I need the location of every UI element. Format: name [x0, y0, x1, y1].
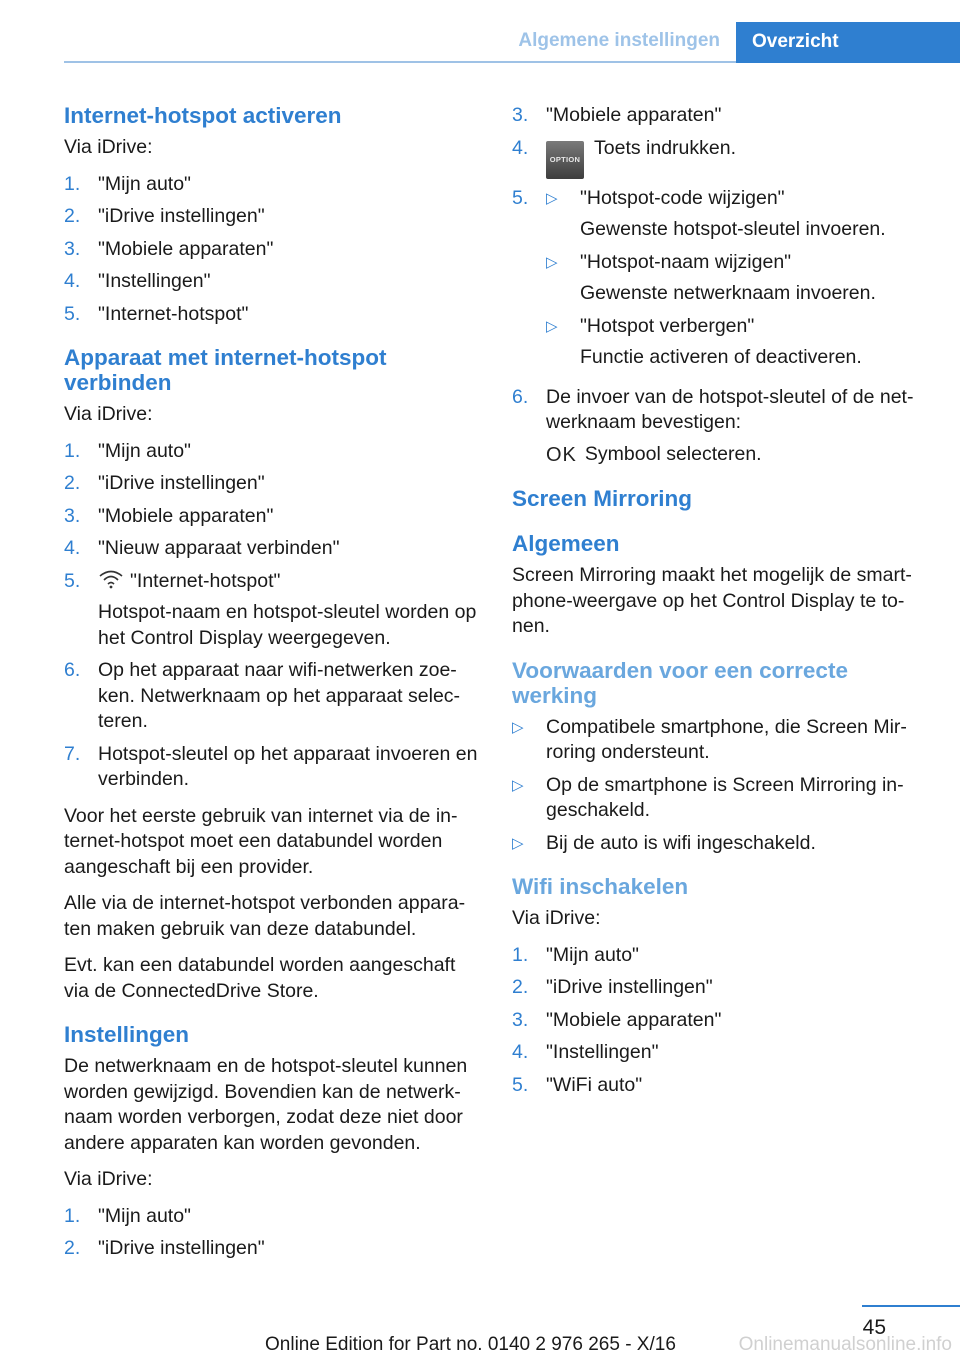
bullet-text: Bij de auto is wifi ingeschakeld. — [546, 831, 816, 854]
paragraph: Alle via de internet-hotspot verbonden appara-ten maken gebruik van deze databundel. — [64, 892, 466, 940]
section-wifi-inschakelen — [512, 874, 926, 1098]
bullet-item — [512, 773, 926, 824]
step-body — [546, 385, 926, 469]
step-text: Op het apparaat naar wifi-netwerken zoe-ken. Netwerknaam op het apparaat selec-teren. — [98, 659, 461, 732]
section-hotspot-activeren — [64, 103, 480, 327]
list-item — [64, 569, 480, 652]
step-text: "Instellingen" — [546, 1041, 659, 1063]
triangle-bullet-icon: ▷ — [512, 834, 524, 852]
step-number: 3. — [64, 504, 81, 527]
section-title: Instellingen — [64, 1022, 190, 1047]
section-title: Apparaat met internet-hotspot verbinden — [64, 345, 387, 395]
step-number: 6. — [512, 385, 529, 408]
step-text: "Mijn auto" — [98, 439, 191, 462]
section-title: Wifi inschakelen — [512, 874, 689, 899]
list-item — [64, 742, 480, 793]
list-item — [64, 269, 480, 295]
bullet-text: Op de smartphone is Screen Mirroring in-geschakeld. — [546, 773, 904, 821]
step-number: 3. — [64, 237, 81, 260]
paragraph: De netwerknaam en de hotspot-sleutel kunnen worden gewijzigd. Bovendien kan de netwerk-naam worden verborgen, zodat deze niet door andere apparaten kan worden gevonden. — [64, 1055, 468, 1154]
list-item — [512, 943, 926, 969]
step-text: "Internet-hotspot" — [98, 302, 249, 325]
step-text: "WiFi auto" — [546, 1073, 643, 1096]
step-number: 1. — [64, 172, 81, 195]
paragraph: Screen Mirroring maakt het mogelijk de smart-phone-weergave op het Control Display te to-nen. — [512, 564, 912, 637]
step-text: Hotspot-sleutel op het apparaat invoeren en verbinden. — [98, 742, 478, 790]
paragraph: Voor het eerste gebruik van internet via de in-ternet-hotspot moet een databundel worden aangeschaft bij een provider. — [64, 804, 458, 878]
bullet-list — [546, 186, 926, 371]
bullet-subtext: Gewenste hotspot-sleutel invoeren. — [580, 218, 886, 240]
step-text: "Mobiele apparaten" — [546, 1008, 722, 1031]
step-number: 5. — [64, 569, 81, 592]
step-number: 5. — [64, 302, 81, 325]
list-item — [512, 1073, 926, 1099]
watermark: Onlinemanualsonline.info — [738, 1334, 952, 1355]
section-title: Algemeen — [512, 531, 620, 556]
header-section-title: Algemene instellingen — [518, 30, 720, 51]
bullet-subtext: Functie activeren of deactiveren. — [580, 346, 862, 368]
intro-text: Via iDrive: — [64, 1168, 153, 1190]
ok-symbol-icon: OK — [546, 443, 577, 466]
step-number: 4. — [512, 136, 529, 159]
step-body — [546, 186, 926, 378]
step-text: "iDrive instellingen" — [98, 205, 265, 227]
step-number: 4. — [512, 1041, 529, 1063]
bullet-item — [512, 831, 926, 857]
option-button-icon: OPTION — [546, 141, 584, 179]
list-item — [64, 536, 480, 562]
bullet-body — [580, 314, 926, 371]
left-column — [64, 103, 480, 1273]
step-text: De invoer van de hotspot-sleutel of de net-werknaam bevestigen: — [546, 385, 914, 433]
right-column — [512, 103, 926, 1109]
list-item — [512, 186, 926, 378]
list-item — [512, 1008, 926, 1034]
step-number: 1. — [512, 943, 529, 966]
intro-text: Via iDrive: — [512, 907, 601, 929]
step-list — [64, 172, 480, 328]
list-item — [512, 1040, 926, 1066]
step-list — [512, 943, 926, 1099]
list-item — [64, 204, 480, 230]
bullet-item — [512, 715, 926, 766]
footer-edition: Online Edition for Part no. 0140 2 976 265 - X/16 — [265, 1334, 676, 1355]
step-text: "Mijn auto" — [546, 943, 639, 966]
triangle-bullet-icon: ▷ — [512, 776, 524, 794]
step-text: "Mobiele apparaten" — [98, 237, 274, 260]
step-number: 2. — [64, 1237, 81, 1259]
list-item — [64, 172, 480, 198]
wifi-icon — [98, 569, 124, 589]
bullet-text: "Hotspot-code wijzigen" — [580, 186, 785, 209]
step-number: 1. — [64, 1204, 81, 1227]
bullet-text: "Hotspot-naam wijzigen" — [580, 250, 792, 273]
section-voorwaarden — [512, 658, 926, 857]
step-text: "Mijn auto" — [98, 1204, 191, 1227]
section-title: Voorwaarden voor een correcte werking — [512, 657, 848, 708]
bullet-item — [546, 186, 926, 243]
list-item — [512, 136, 926, 179]
step-text: "Mijn auto" — [98, 172, 191, 195]
intro-text: Via iDrive: — [64, 136, 153, 158]
section-algemeen — [512, 531, 926, 640]
step-text: "Nieuw apparaat verbinden" — [98, 537, 340, 559]
bullet-item — [546, 250, 926, 307]
step-number: 5. — [512, 1073, 529, 1096]
section-apparaat-verbinden — [64, 345, 480, 1004]
header-tab: Overzicht — [736, 22, 960, 63]
triangle-bullet-icon: ▷ — [546, 189, 558, 207]
bullet-body — [580, 250, 926, 307]
list-item — [64, 1236, 480, 1262]
step-number: 2. — [64, 472, 81, 494]
list-item — [512, 385, 926, 469]
list-item — [64, 1204, 480, 1230]
triangle-bullet-icon: ▷ — [512, 718, 524, 736]
step-body — [546, 136, 926, 179]
list-item — [64, 237, 480, 263]
step-number: 1. — [64, 439, 81, 462]
step-number: 3. — [512, 1008, 529, 1031]
triangle-bullet-icon: ▷ — [546, 317, 558, 335]
section-screen-mirroring — [512, 486, 926, 511]
list-item — [64, 504, 480, 530]
section-title: Internet-hotspot activeren — [64, 103, 342, 128]
step-text: "Mobiele apparaten" — [546, 104, 722, 126]
bullet-list — [512, 715, 926, 857]
triangle-bullet-icon: ▷ — [546, 253, 558, 271]
step-text: "iDrive instellingen" — [546, 976, 713, 998]
page-number: 45 — [862, 1316, 886, 1339]
section-title: Screen Mirroring — [512, 486, 693, 511]
step-text: Toets indrukken. — [594, 136, 736, 159]
list-item — [64, 658, 480, 735]
bullet-body — [580, 186, 926, 243]
bullet-subtext: Gewenste netwerknaam invoeren. — [580, 282, 876, 304]
step-list-continued — [512, 103, 926, 468]
list-item — [512, 103, 926, 129]
list-item — [64, 302, 480, 328]
step-list — [64, 439, 480, 793]
bullet-item — [546, 314, 926, 371]
intro-text: Via iDrive: — [64, 403, 153, 425]
list-item — [64, 471, 480, 497]
step-number: 5. — [512, 186, 529, 209]
step-text: "iDrive instellingen" — [98, 472, 265, 494]
step-number: 4. — [64, 537, 81, 559]
footer-rule — [862, 1305, 960, 1307]
step-body — [98, 569, 480, 652]
paragraph: Evt. kan een databundel worden aangeschaft via de ConnectedDrive Store. — [64, 954, 456, 1002]
bullet-text: "Hotspot verbergen" — [580, 314, 755, 337]
step-number: 2. — [512, 976, 529, 998]
step-text: "Mobiele apparaten" — [98, 504, 274, 527]
list-item — [512, 975, 926, 1001]
step-sub-line — [546, 442, 926, 469]
step-subtext: Hotspot-naam en hotspot-sleutel worden op het Control Display weergegeven. — [98, 601, 477, 649]
step-text: "iDrive instellingen" — [98, 1237, 265, 1259]
step-list — [64, 1204, 480, 1262]
step-number: 4. — [64, 270, 81, 292]
step-text: "Internet-hotspot" — [130, 569, 281, 592]
list-item — [64, 439, 480, 465]
step-number: 2. — [64, 205, 81, 227]
step-number: 3. — [512, 104, 529, 126]
step-number: 7. — [64, 742, 81, 765]
step-text: "Instellingen" — [98, 270, 211, 292]
bullet-text: Compatibele smartphone, die Screen Mir-roring ondersteunt. — [546, 715, 907, 763]
step-number: 6. — [64, 659, 81, 681]
step-subtext: Symbool selecteren. — [584, 442, 762, 465]
section-instellingen — [64, 1022, 480, 1262]
